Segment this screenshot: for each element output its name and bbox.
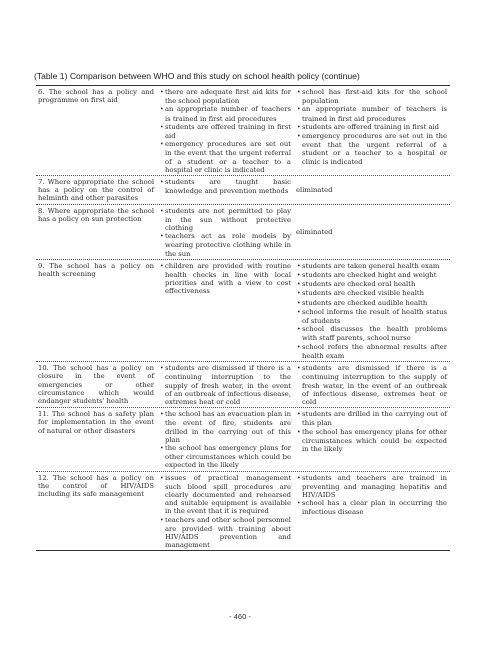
bullet-item: • issues of practical management such blood spill procedures are clearly documented and rehearsed and suitable equipment is available in the event that it is required — [159, 474, 291, 516]
study-list — [296, 88, 447, 166]
criterion-cell: 11. The school has a safety plan for implementation in the event of natural or other disasters — [38, 410, 154, 435]
table-row — [36, 408, 450, 471]
study-cell: eliminated — [296, 186, 333, 195]
who-list — [159, 207, 291, 258]
criterion-cell: 7. Where appropriate the school has a policy on the control of helminth and other parasites — [38, 178, 154, 203]
bullet-item: • the school has emergency plans for other circumstances which could be expected in the likely — [159, 444, 291, 470]
table-row — [36, 176, 450, 205]
bullet-item: • an appropriate number of teachers is trained in first aid procedures — [159, 105, 291, 122]
bullet-item: • students are offered training in first aid — [159, 123, 291, 140]
bullet-item: • school has a clear plan in occurring the infectious disease — [296, 499, 447, 516]
bullet-item: • students are checked audible health — [296, 299, 447, 308]
bullet-item: • school informs the result of health status of students — [296, 308, 447, 325]
bullet-item: • school refers the abnormal results after health exam — [296, 343, 447, 360]
table-row — [36, 205, 450, 260]
who-list — [159, 364, 291, 406]
bullet-item: • students are checked hight and weight — [296, 271, 447, 280]
who-list — [159, 410, 291, 469]
who-list — [159, 178, 291, 195]
bullet-item: • school discusses the health problems with staff parents, school nurse — [296, 325, 447, 342]
bullet-item: • teachers act as role models by wearing protective clothing while in the sun — [159, 232, 291, 258]
who-list — [159, 474, 291, 550]
bullet-item: • school has first-aid kits for the school population — [296, 88, 447, 105]
bullet-item: • teachers and other school personnel are provided with training about HIV/AIDS prevention and management — [159, 516, 291, 550]
bullet-item: • students are offered training in first aid — [296, 123, 447, 132]
bullet-item: • the school has an evacuation plan in the event of fire, students are drilled in the carrying out of this plan — [159, 410, 291, 444]
bullet-item: • emergency procedures are set out in the event that the urgent referral of a student or a teacher to a hospital or clinic is indicated — [296, 132, 447, 166]
bullet-item: • students are dismissed if there is a continuing interruption to the supply of fresh water, in the event of an outbreak of infectious disease, extremes heat or cold — [159, 364, 291, 406]
criterion-cell: 6. The school has a policy and programme on first aid — [38, 88, 154, 105]
study-list — [296, 410, 447, 453]
table-row — [36, 362, 450, 408]
bullet-item: • students are dismissed if there is a continuing interruption to the supply of fresh water, in the event of an outbreak of infectious disease, extremes heat or cold — [296, 364, 447, 406]
bullet-item: • students are drilled in the carrying out of this plan — [296, 410, 447, 427]
criterion-cell: 12. The school has a policy on the control of HIV/AIDS including its safe management — [38, 473, 154, 498]
policy-comparison-table — [36, 85, 450, 551]
who-list — [159, 88, 291, 174]
bullet-item: • students and teachers are trained in preventing and managing hepatitis and HIV/AIDS — [296, 474, 447, 500]
bullet-item: • the school has emergency plans for other circumstances which could be expected in the likely — [296, 428, 447, 454]
bullet-item: • students are not permitted to play in the sun without protective clothing — [159, 207, 291, 233]
table-row — [36, 260, 450, 362]
who-list — [159, 262, 291, 296]
criterion-cell: 9. The school has a policy on health screening — [38, 261, 154, 279]
page-number: - 460 - — [229, 612, 251, 621]
bullet-item: • children are provided with routine health checks in line with local priorities and with a view to cost effectiveness — [159, 262, 291, 296]
study-cell: eliminated — [296, 228, 333, 237]
bullet-item: • students are checked oral health — [296, 280, 447, 289]
bullet-item: • an appropriate number of teachers is trained in first aid procedures — [296, 105, 447, 122]
study-list — [296, 474, 447, 517]
criterion-cell: 8. Where appropriate the school has a policy on sun protection — [38, 206, 154, 223]
table-title: (Table 1) Comparison between WHO and this study on school health policy (continue) — [34, 71, 360, 81]
study-list — [296, 364, 447, 406]
table-row — [36, 472, 450, 552]
bullet-item: • students are taken general health exam — [296, 262, 447, 271]
table-row — [36, 86, 450, 176]
bullet-item: • students are checked visible health — [296, 289, 447, 298]
study-list — [296, 262, 447, 360]
bullet-item: • students are taught basic knowledge and prevention methods — [159, 178, 291, 195]
criterion-cell: 10. The school has a policy on closure in the event of emergencies or other circumstance which would endanger students' health — [38, 364, 154, 405]
bullet-item: • emergency procedures are set out in the event that the urgent referral of a student or a teacher to a hospital or clinic is indicated — [159, 140, 291, 174]
bullet-item: • there are adequate first aid kits for the school population — [159, 88, 291, 105]
